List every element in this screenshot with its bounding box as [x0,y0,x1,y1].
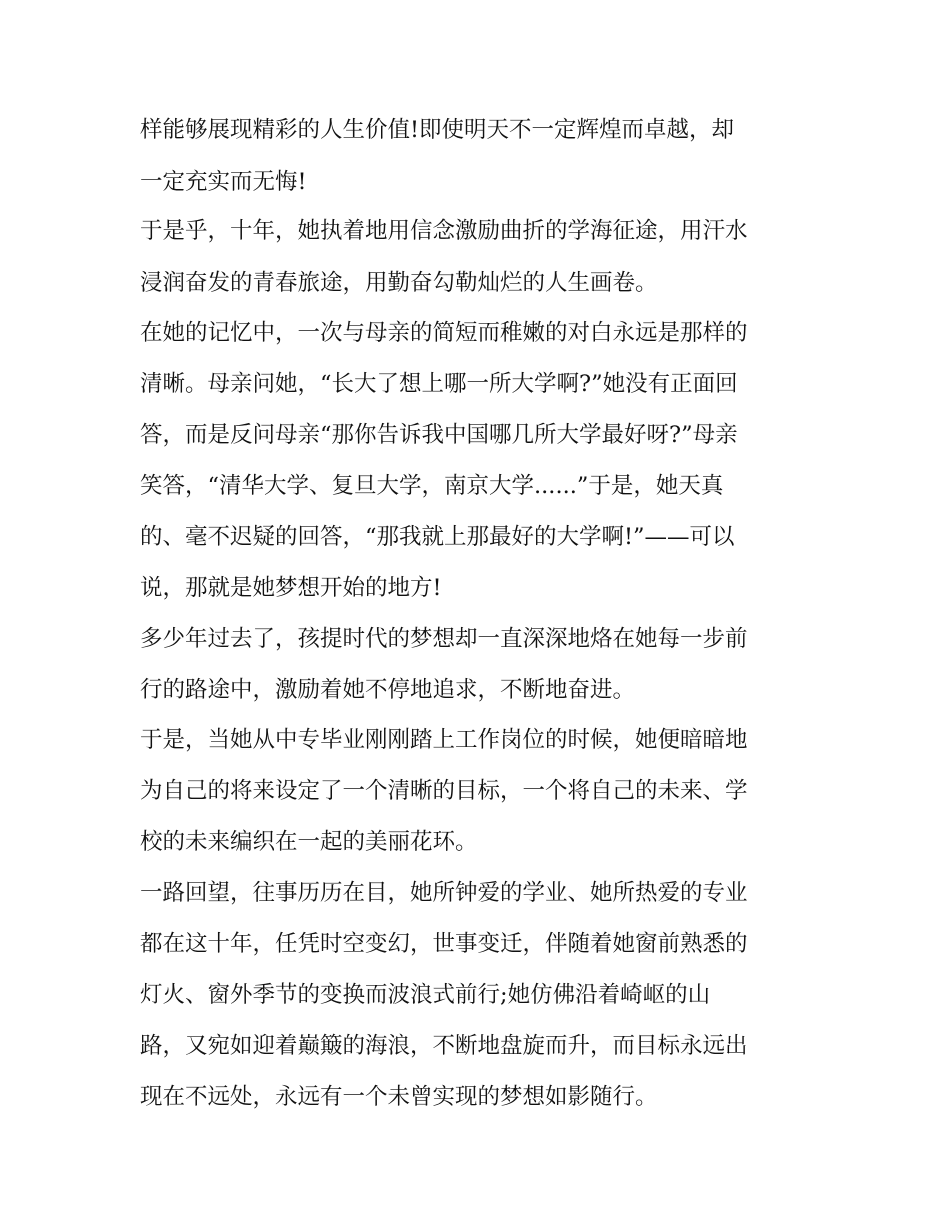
text-line: 答，而是反问母亲“那你告诉我中国哪几所大学最好呀?”母亲 [140,422,738,448]
text-line: 笑答，“清华大学、复旦大学，南京大学......”于是，她天真 [140,473,724,499]
text-line: 于是乎，十年，她执着地用信念激励曲折的学海征途，用汗水 [140,218,748,244]
text-line: 多少年过去了，孩提时代的梦想却一直深深地烙在她每一步前 [140,626,748,652]
text-line: 灯火、窗外季节的变换而波浪式前行;她仿佛沿着崎岖的山 [140,982,711,1008]
text-line: 路，又宛如迎着巅簸的海浪，不断地盘旋而升，而目标永远出 [140,1033,748,1059]
text-line: 样能够展现精彩的人生价值!即使明天不一定辉煌而卓越，却 [140,117,735,143]
text-line: 清晰。母亲问她，“长大了想上哪一所大学啊?”她没有正面回 [140,371,738,397]
text-line: 一定充实而无悔! [140,169,307,195]
text-line: 浸润奋发的青春旅途，用勤奋勾勒灿烂的人生画卷。 [140,270,658,296]
text-line: 一路回望，往事历历在目，她所钟爱的学业、她所热爱的专业 [140,880,748,906]
text-line: 说，那就是她梦想开始的地方! [140,575,442,601]
text-line: 校的未来编织在一起的美丽花环。 [140,829,478,855]
text-line: 行的路途中，激励着她不停地追求，不断地奋进。 [140,677,636,703]
text-line: 在她的记忆中，一次与母亲的简短而稚嫩的对白永远是那样的 [140,320,748,346]
text-line: 的、毫不迟疑的回答，“那我就上那最好的大学啊!”——可以 [140,524,735,550]
text-line: 于是，当她从中专毕业刚刚踏上工作岗位的时候，她便暗暗地 [140,727,748,753]
text-line: 都在这十年，任凭时空变幻，世事变迁，伴随着她窗前熟悉的 [140,931,748,957]
text-line: 为自己的将来设定了一个清晰的目标，一个将自己的未来、学 [140,778,748,804]
text-line: 现在不远处，永远有一个未曾实现的梦想如影随行。 [140,1084,658,1110]
